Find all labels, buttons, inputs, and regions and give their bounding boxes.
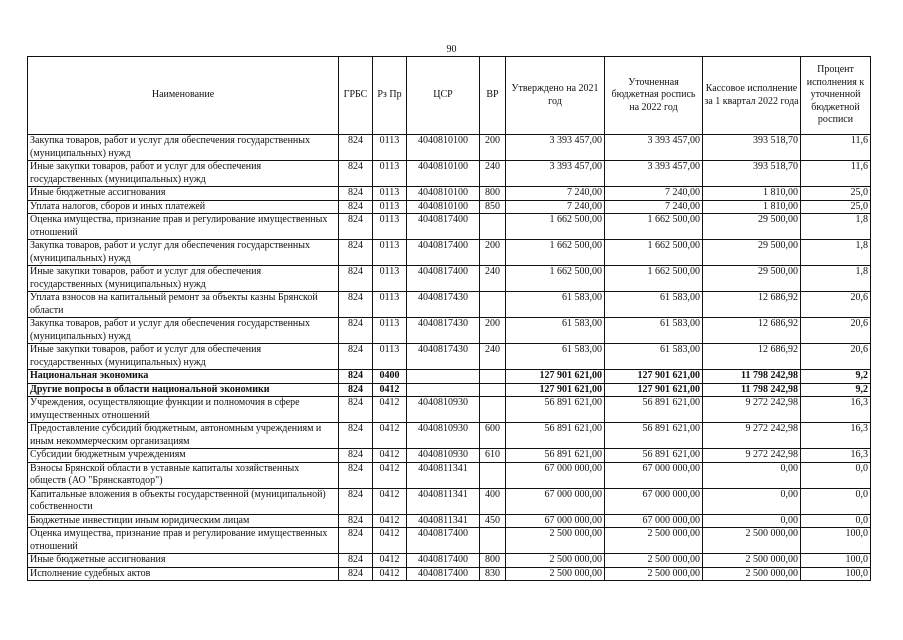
row-grbs-cell: 824 <box>339 554 373 568</box>
row-approved-cell: 1 662 500,00 <box>506 240 605 266</box>
row-vr-cell <box>480 214 506 240</box>
row-approved-cell: 127 901 621,00 <box>506 370 605 384</box>
row-grbs-cell: 824 <box>339 370 373 384</box>
row-refined-cell: 3 393 457,00 <box>605 161 703 187</box>
row-approved-cell: 61 583,00 <box>506 292 605 318</box>
row-rzpr-cell: 0113 <box>373 344 407 370</box>
row-cash-cell: 1 810,00 <box>703 200 801 214</box>
row-csr-cell: 4040817400 <box>407 214 480 240</box>
table-row <box>28 370 871 384</box>
row-refined-cell: 2 500 000,00 <box>605 567 703 581</box>
row-cash-cell: 9 272 242,98 <box>703 423 801 449</box>
row-refined-cell: 1 662 500,00 <box>605 266 703 292</box>
budget-table <box>27 56 871 581</box>
row-refined-cell: 2 500 000,00 <box>605 554 703 568</box>
row-grbs-cell: 824 <box>339 292 373 318</box>
row-csr-cell: 4040810930 <box>407 397 480 423</box>
row-refined-cell: 67 000 000,00 <box>605 462 703 488</box>
row-grbs-cell: 824 <box>339 240 373 266</box>
row-refined-cell: 56 891 621,00 <box>605 423 703 449</box>
row-grbs-cell: 824 <box>339 449 373 463</box>
row-name-cell: Предоставление субсидий бюджетным, автономным учреждениям и иным некоммерческим организациям <box>28 423 339 449</box>
table-row <box>28 514 871 528</box>
row-csr-cell: 4040817400 <box>407 567 480 581</box>
col-header-approved: Утверждено на 2021 год <box>506 57 605 135</box>
table-row <box>28 200 871 214</box>
row-cash-cell: 12 686,92 <box>703 318 801 344</box>
row-vr-cell: 200 <box>480 318 506 344</box>
col-header-vr: ВР <box>480 57 506 135</box>
row-csr-cell: 4040817430 <box>407 344 480 370</box>
row-cash-cell: 29 500,00 <box>703 240 801 266</box>
row-percent-cell: 16,3 <box>801 397 871 423</box>
row-percent-cell: 0,0 <box>801 488 871 514</box>
row-name-cell: Иные бюджетные ассигнования <box>28 554 339 568</box>
row-percent-cell: 100,0 <box>801 567 871 581</box>
row-percent-cell: 16,3 <box>801 423 871 449</box>
row-percent-cell: 1,8 <box>801 214 871 240</box>
table-row <box>28 240 871 266</box>
row-csr-cell: 4040811341 <box>407 488 480 514</box>
row-grbs-cell: 824 <box>339 187 373 201</box>
row-refined-cell: 7 240,00 <box>605 187 703 201</box>
row-grbs-cell: 824 <box>339 200 373 214</box>
row-approved-cell: 56 891 621,00 <box>506 423 605 449</box>
row-percent-cell: 20,6 <box>801 344 871 370</box>
row-vr-cell: 240 <box>480 161 506 187</box>
row-percent-cell: 100,0 <box>801 528 871 554</box>
row-approved-cell: 7 240,00 <box>506 187 605 201</box>
row-csr-cell: 4040817400 <box>407 554 480 568</box>
row-cash-cell: 11 798 242,98 <box>703 383 801 397</box>
row-rzpr-cell: 0412 <box>373 423 407 449</box>
row-cash-cell: 0,00 <box>703 462 801 488</box>
row-approved-cell: 61 583,00 <box>506 318 605 344</box>
row-refined-cell: 61 583,00 <box>605 318 703 344</box>
table-row <box>28 462 871 488</box>
table-row <box>28 318 871 344</box>
row-approved-cell: 2 500 000,00 <box>506 528 605 554</box>
row-name-cell: Закупка товаров, работ и услуг для обеспечения государственных (муниципальных) нужд <box>28 240 339 266</box>
row-csr-cell: 4040810100 <box>407 187 480 201</box>
row-vr-cell: 200 <box>480 135 506 161</box>
row-approved-cell: 56 891 621,00 <box>506 397 605 423</box>
row-rzpr-cell: 0412 <box>373 488 407 514</box>
row-cash-cell: 0,00 <box>703 488 801 514</box>
row-name-cell: Уплата взносов на капитальный ремонт за объекты казны Брянской области <box>28 292 339 318</box>
row-refined-cell: 61 583,00 <box>605 344 703 370</box>
row-grbs-cell: 824 <box>339 397 373 423</box>
row-grbs-cell: 824 <box>339 161 373 187</box>
row-vr-cell: 610 <box>480 449 506 463</box>
table-row <box>28 488 871 514</box>
row-csr-cell: 4040817400 <box>407 528 480 554</box>
row-approved-cell: 127 901 621,00 <box>506 383 605 397</box>
row-rzpr-cell: 0113 <box>373 214 407 240</box>
row-percent-cell: 16,3 <box>801 449 871 463</box>
row-grbs-cell: 824 <box>339 528 373 554</box>
row-csr-cell: 4040817430 <box>407 318 480 344</box>
row-rzpr-cell: 0113 <box>373 318 407 344</box>
row-cash-cell: 9 272 242,98 <box>703 449 801 463</box>
row-name-cell: Иные закупки товаров, работ и услуг для обеспечения государственных (муниципальных) нужд <box>28 161 339 187</box>
row-rzpr-cell: 0113 <box>373 240 407 266</box>
row-approved-cell: 2 500 000,00 <box>506 567 605 581</box>
row-name-cell: Учреждения, осуществляющие функции и полномочия в сфере имущественных отношений <box>28 397 339 423</box>
table-row <box>28 397 871 423</box>
row-approved-cell: 67 000 000,00 <box>506 462 605 488</box>
row-percent-cell: 1,8 <box>801 266 871 292</box>
row-name-cell: Оценка имущества, признание прав и регулирование имущественных отношений <box>28 214 339 240</box>
row-percent-cell: 9,2 <box>801 383 871 397</box>
row-vr-cell <box>480 370 506 384</box>
col-header-rzpr: Рз Пр <box>373 57 407 135</box>
col-header-name: Наименование <box>28 57 339 135</box>
row-cash-cell: 11 798 242,98 <box>703 370 801 384</box>
row-approved-cell: 3 393 457,00 <box>506 135 605 161</box>
row-percent-cell: 1,8 <box>801 240 871 266</box>
row-rzpr-cell: 0113 <box>373 292 407 318</box>
row-approved-cell: 56 891 621,00 <box>506 449 605 463</box>
table-row <box>28 423 871 449</box>
row-approved-cell: 1 662 500,00 <box>506 266 605 292</box>
row-cash-cell: 2 500 000,00 <box>703 554 801 568</box>
row-vr-cell: 240 <box>480 344 506 370</box>
row-approved-cell: 61 583,00 <box>506 344 605 370</box>
row-refined-cell: 61 583,00 <box>605 292 703 318</box>
row-csr-cell: 4040810100 <box>407 161 480 187</box>
row-cash-cell: 0,00 <box>703 514 801 528</box>
row-approved-cell: 2 500 000,00 <box>506 554 605 568</box>
row-vr-cell <box>480 383 506 397</box>
row-percent-cell: 25,0 <box>801 187 871 201</box>
row-csr-cell <box>407 383 480 397</box>
row-csr-cell: 4040810930 <box>407 423 480 449</box>
row-name-cell: Капитальные вложения в объекты государственной (муниципальной) собственности <box>28 488 339 514</box>
col-header-cash: Кассовое исполнение за 1 квартал 2022 года <box>703 57 801 135</box>
row-csr-cell: 4040810100 <box>407 200 480 214</box>
table-row <box>28 214 871 240</box>
row-csr-cell: 4040811341 <box>407 514 480 528</box>
row-name-cell: Другие вопросы в области национальной экономики <box>28 383 339 397</box>
row-grbs-cell: 824 <box>339 214 373 240</box>
row-vr-cell <box>480 528 506 554</box>
row-grbs-cell: 824 <box>339 383 373 397</box>
row-vr-cell <box>480 292 506 318</box>
row-vr-cell: 400 <box>480 488 506 514</box>
row-vr-cell: 800 <box>480 187 506 201</box>
row-csr-cell: 4040817400 <box>407 240 480 266</box>
row-cash-cell: 12 686,92 <box>703 292 801 318</box>
table-row <box>28 383 871 397</box>
row-csr-cell: 4040811341 <box>407 462 480 488</box>
row-grbs-cell: 824 <box>339 318 373 344</box>
row-csr-cell: 4040810100 <box>407 135 480 161</box>
row-cash-cell: 2 500 000,00 <box>703 567 801 581</box>
row-approved-cell: 1 662 500,00 <box>506 214 605 240</box>
col-header-percent: Процент исполнения к уточненной бюджетной росписи <box>801 57 871 135</box>
row-grbs-cell: 824 <box>339 462 373 488</box>
table-body <box>28 135 871 581</box>
row-rzpr-cell: 0400 <box>373 370 407 384</box>
row-approved-cell: 3 393 457,00 <box>506 161 605 187</box>
row-name-cell: Исполнение судебных актов <box>28 567 339 581</box>
table-row <box>28 344 871 370</box>
table-row <box>28 135 871 161</box>
row-rzpr-cell: 0113 <box>373 161 407 187</box>
row-refined-cell: 56 891 621,00 <box>605 449 703 463</box>
row-cash-cell: 1 810,00 <box>703 187 801 201</box>
row-grbs-cell: 824 <box>339 423 373 449</box>
header-row <box>28 57 871 135</box>
row-approved-cell: 7 240,00 <box>506 200 605 214</box>
row-grbs-cell: 824 <box>339 344 373 370</box>
row-rzpr-cell: 0113 <box>373 266 407 292</box>
row-grbs-cell: 824 <box>339 514 373 528</box>
row-refined-cell: 127 901 621,00 <box>605 383 703 397</box>
row-percent-cell: 100,0 <box>801 554 871 568</box>
row-name-cell: Уплата налогов, сборов и иных платежей <box>28 200 339 214</box>
row-percent-cell: 9,2 <box>801 370 871 384</box>
row-percent-cell: 11,6 <box>801 135 871 161</box>
row-name-cell: Иные закупки товаров, работ и услуг для обеспечения государственных (муниципальных) нужд <box>28 344 339 370</box>
row-refined-cell: 67 000 000,00 <box>605 488 703 514</box>
row-rzpr-cell: 0412 <box>373 528 407 554</box>
row-percent-cell: 20,6 <box>801 292 871 318</box>
row-csr-cell: 4040817400 <box>407 266 480 292</box>
row-grbs-cell: 824 <box>339 135 373 161</box>
row-rzpr-cell: 0412 <box>373 514 407 528</box>
row-rzpr-cell: 0412 <box>373 449 407 463</box>
col-header-grbs: ГРБС <box>339 57 373 135</box>
table-row <box>28 292 871 318</box>
row-rzpr-cell: 0412 <box>373 554 407 568</box>
row-refined-cell: 67 000 000,00 <box>605 514 703 528</box>
row-vr-cell <box>480 462 506 488</box>
row-refined-cell: 1 662 500,00 <box>605 214 703 240</box>
row-vr-cell: 800 <box>480 554 506 568</box>
table-row <box>28 161 871 187</box>
row-refined-cell: 2 500 000,00 <box>605 528 703 554</box>
row-name-cell: Бюджетные инвестиции иным юридическим лицам <box>28 514 339 528</box>
row-name-cell: Закупка товаров, работ и услуг для обеспечения государственных (муниципальных) нужд <box>28 318 339 344</box>
row-grbs-cell: 824 <box>339 266 373 292</box>
col-header-csr: ЦСР <box>407 57 480 135</box>
row-name-cell: Иные закупки товаров, работ и услуг для обеспечения государственных (муниципальных) нужд <box>28 266 339 292</box>
row-percent-cell: 25,0 <box>801 200 871 214</box>
row-rzpr-cell: 0412 <box>373 462 407 488</box>
row-rzpr-cell: 0113 <box>373 187 407 201</box>
row-name-cell: Взносы Брянской области в уставные капиталы хозяйственных обществ (АО "Брянскавтодор") <box>28 462 339 488</box>
row-cash-cell: 29 500,00 <box>703 266 801 292</box>
col-header-refined: Уточненная бюджетная роспись на 2022 год <box>605 57 703 135</box>
row-rzpr-cell: 0412 <box>373 383 407 397</box>
row-approved-cell: 67 000 000,00 <box>506 488 605 514</box>
row-approved-cell: 67 000 000,00 <box>506 514 605 528</box>
row-refined-cell: 56 891 621,00 <box>605 397 703 423</box>
row-csr-cell <box>407 370 480 384</box>
row-name-cell: Субсидии бюджетным учреждениям <box>28 449 339 463</box>
row-refined-cell: 127 901 621,00 <box>605 370 703 384</box>
table-row <box>28 554 871 568</box>
row-refined-cell: 1 662 500,00 <box>605 240 703 266</box>
row-name-cell: Национальная экономика <box>28 370 339 384</box>
row-csr-cell: 4040817430 <box>407 292 480 318</box>
row-refined-cell: 7 240,00 <box>605 200 703 214</box>
row-name-cell: Закупка товаров, работ и услуг для обеспечения государственных (муниципальных) нужд <box>28 135 339 161</box>
row-grbs-cell: 824 <box>339 488 373 514</box>
row-cash-cell: 2 500 000,00 <box>703 528 801 554</box>
row-vr-cell: 240 <box>480 266 506 292</box>
row-percent-cell: 0,0 <box>801 462 871 488</box>
row-cash-cell: 12 686,92 <box>703 344 801 370</box>
row-cash-cell: 29 500,00 <box>703 214 801 240</box>
row-vr-cell: 850 <box>480 200 506 214</box>
row-rzpr-cell: 0412 <box>373 567 407 581</box>
row-percent-cell: 20,6 <box>801 318 871 344</box>
row-vr-cell: 600 <box>480 423 506 449</box>
row-rzpr-cell: 0412 <box>373 397 407 423</box>
table-row <box>28 187 871 201</box>
table-row <box>28 449 871 463</box>
row-rzpr-cell: 0113 <box>373 200 407 214</box>
page-number: 90 <box>446 44 457 55</box>
row-vr-cell <box>480 397 506 423</box>
row-vr-cell: 450 <box>480 514 506 528</box>
row-name-cell: Оценка имущества, признание прав и регулирование имущественных отношений <box>28 528 339 554</box>
row-name-cell: Иные бюджетные ассигнования <box>28 187 339 201</box>
table-row <box>28 528 871 554</box>
row-grbs-cell: 824 <box>339 567 373 581</box>
table-row <box>28 567 871 581</box>
row-cash-cell: 9 272 242,98 <box>703 397 801 423</box>
row-percent-cell: 0,0 <box>801 514 871 528</box>
row-vr-cell: 830 <box>480 567 506 581</box>
table-row <box>28 266 871 292</box>
row-rzpr-cell: 0113 <box>373 135 407 161</box>
row-percent-cell: 11,6 <box>801 161 871 187</box>
row-cash-cell: 393 518,70 <box>703 135 801 161</box>
row-csr-cell: 4040810930 <box>407 449 480 463</box>
row-cash-cell: 393 518,70 <box>703 161 801 187</box>
row-vr-cell: 200 <box>480 240 506 266</box>
row-refined-cell: 3 393 457,00 <box>605 135 703 161</box>
